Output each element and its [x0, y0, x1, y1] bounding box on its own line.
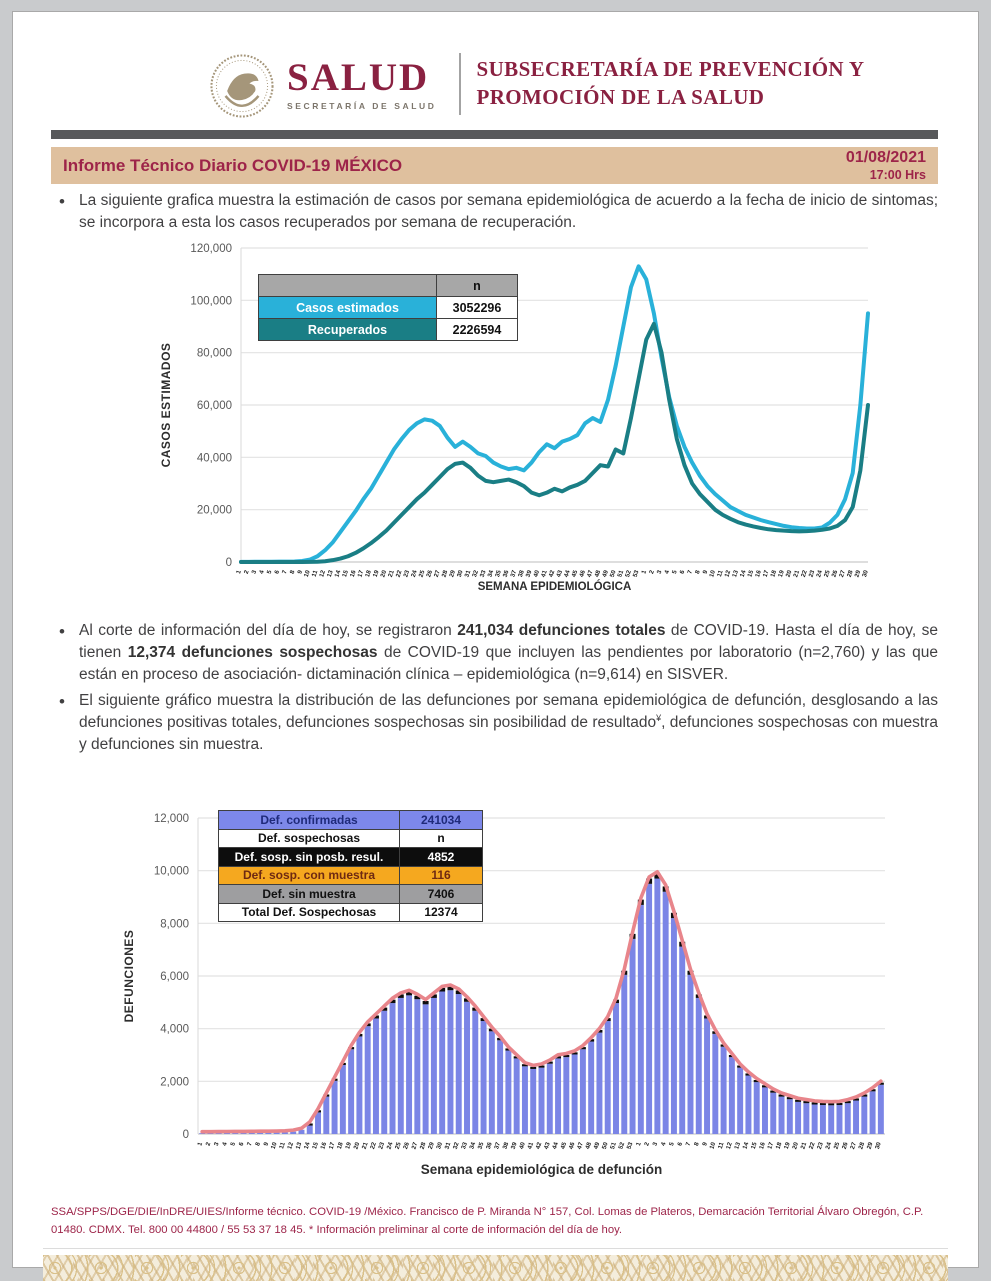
- svg-text:27: 27: [432, 569, 442, 579]
- svg-text:9: 9: [701, 1141, 709, 1147]
- svg-text:29: 29: [427, 1141, 436, 1151]
- svg-text:46: 46: [578, 569, 587, 579]
- svg-text:4: 4: [659, 1141, 668, 1147]
- svg-text:7: 7: [686, 569, 695, 575]
- svg-text:20: 20: [379, 569, 389, 579]
- svg-text:19: 19: [777, 569, 786, 579]
- svg-text:80,000: 80,000: [196, 347, 232, 360]
- bullet-marker: •: [59, 692, 65, 711]
- svg-text:2,000: 2,000: [160, 1076, 189, 1089]
- svg-text:34: 34: [486, 569, 496, 579]
- legend-value-def-sin-muestra: 7406: [400, 885, 483, 904]
- svg-text:44: 44: [551, 1141, 560, 1151]
- deaths-legend-table: [218, 810, 483, 922]
- legend-row-total-def-sospechosas: [219, 903, 483, 922]
- svg-text:28: 28: [845, 569, 855, 579]
- bullet-marker: •: [59, 622, 65, 641]
- svg-text:18: 18: [774, 1141, 784, 1151]
- svg-text:27: 27: [849, 1141, 858, 1151]
- svg-text:4: 4: [663, 569, 672, 575]
- svg-text:50: 50: [608, 569, 618, 579]
- suspect-deaths-highlight: 12,374 defunciones sospechosas: [127, 644, 378, 661]
- legend-row-def-sosp-con-muestra: [219, 866, 483, 885]
- svg-text:21: 21: [387, 569, 396, 579]
- svg-text:0: 0: [225, 557, 232, 569]
- svg-text:16: 16: [348, 569, 358, 579]
- svg-text:1: 1: [196, 1141, 205, 1147]
- svg-text:5: 5: [229, 1141, 238, 1147]
- svg-text:2: 2: [643, 1141, 652, 1147]
- svg-text:12: 12: [724, 1141, 734, 1151]
- subsecretaria-title: [477, 56, 865, 112]
- svg-text:39: 39: [509, 1141, 519, 1151]
- bullet-3-text: El siguiente gráfico muestra la distribución de las defunciones por semana epidemiológica de defunción, desglosando a las defunciones positivas totales, defunciones sospechosas sin posibilidad de resultado¥, defunciones sospechosas con muestra y defunciones sin muestra.: [79, 692, 939, 754]
- svg-text:20: 20: [791, 1141, 800, 1151]
- svg-text:38: 38: [501, 1141, 511, 1151]
- subsecretaria-line2: PROMOCIÓN DE LA SALUD: [476, 85, 765, 109]
- estimated-cases-chart: [153, 240, 893, 598]
- svg-text:22: 22: [807, 1141, 817, 1151]
- svg-text:21: 21: [799, 1141, 809, 1151]
- svg-text:2: 2: [204, 1141, 213, 1147]
- svg-text:44: 44: [562, 569, 572, 579]
- svg-text:11: 11: [715, 569, 725, 578]
- svg-text:17: 17: [766, 1141, 776, 1151]
- svg-text:60,000: 60,000: [196, 400, 232, 412]
- svg-text:30: 30: [455, 569, 465, 579]
- svg-text:42: 42: [547, 569, 557, 579]
- svg-text:5: 5: [265, 569, 274, 575]
- svg-text:11: 11: [716, 1141, 726, 1150]
- svg-text:13: 13: [731, 569, 740, 579]
- svg-text:13: 13: [733, 1141, 743, 1151]
- svg-text:49: 49: [592, 1141, 602, 1151]
- svg-text:18: 18: [364, 569, 373, 579]
- svg-text:7: 7: [245, 1141, 254, 1147]
- svg-text:25: 25: [822, 569, 832, 579]
- svg-text:20,000: 20,000: [196, 504, 232, 517]
- salud-wordmark: SALUD: [287, 55, 430, 99]
- svg-text:43: 43: [542, 1141, 552, 1151]
- legend-value-def-sosp-sin-resultado: 4852: [400, 848, 483, 867]
- svg-text:3: 3: [250, 569, 259, 575]
- svg-text:12: 12: [318, 569, 328, 579]
- svg-text:10: 10: [269, 1141, 279, 1151]
- svg-text:9: 9: [296, 569, 305, 575]
- footnote-marker: ¥: [656, 713, 662, 723]
- report-datetime: [846, 149, 926, 182]
- svg-text:53: 53: [631, 569, 641, 579]
- svg-text:47: 47: [585, 569, 595, 579]
- svg-text:23: 23: [402, 569, 412, 579]
- estimated-cases-legend-table: [258, 274, 518, 341]
- svg-text:38: 38: [517, 569, 526, 579]
- header-separator-bar: [51, 130, 938, 139]
- legend-value-def-confirmadas: 241034: [400, 811, 483, 830]
- svg-text:24: 24: [409, 569, 419, 579]
- svg-text:15: 15: [311, 1141, 320, 1151]
- svg-text:Semana epidemiológica de defun: Semana epidemiológica de defunción: [420, 1162, 663, 1177]
- svg-text:7: 7: [684, 1141, 693, 1147]
- svg-text:24: 24: [385, 1141, 395, 1151]
- legend-row-casos-estimados: [259, 297, 518, 319]
- svg-text:5: 5: [668, 1141, 676, 1147]
- svg-text:26: 26: [830, 569, 840, 579]
- svg-text:53: 53: [625, 1141, 635, 1151]
- svg-text:25: 25: [417, 569, 427, 579]
- svg-text:40,000: 40,000: [196, 452, 232, 465]
- svg-text:45: 45: [559, 1141, 569, 1151]
- svg-text:47: 47: [576, 1141, 585, 1151]
- svg-text:45: 45: [570, 569, 580, 579]
- svg-text:14: 14: [738, 569, 748, 579]
- svg-text:24: 24: [815, 569, 825, 579]
- svg-text:25: 25: [832, 1141, 842, 1151]
- svg-text:16: 16: [754, 569, 763, 579]
- document-page: [12, 11, 979, 1268]
- svg-text:19: 19: [344, 1141, 354, 1151]
- svg-text:13: 13: [325, 569, 335, 579]
- svg-text:26: 26: [840, 1141, 850, 1151]
- svg-text:52: 52: [617, 1141, 627, 1151]
- svg-text:26: 26: [402, 1141, 411, 1151]
- svg-text:8: 8: [254, 1141, 262, 1147]
- svg-text:31: 31: [463, 569, 473, 579]
- svg-text:28: 28: [418, 1141, 428, 1151]
- svg-text:24: 24: [824, 1141, 834, 1151]
- svg-text:51: 51: [609, 1141, 618, 1151]
- svg-text:31: 31: [443, 1141, 453, 1151]
- svg-text:10: 10: [708, 1141, 718, 1151]
- footer-divider: [43, 1248, 948, 1249]
- svg-text:9: 9: [701, 569, 710, 575]
- svg-text:6: 6: [676, 1141, 685, 1147]
- subsecretaria-line1: SUBSECRETARÍA DE PREVENCIÓN Y: [476, 57, 865, 82]
- svg-text:35: 35: [476, 1141, 486, 1151]
- svg-text:4: 4: [221, 1141, 229, 1147]
- svg-text:48: 48: [593, 569, 603, 579]
- svg-text:10,000: 10,000: [153, 865, 189, 878]
- legend-header-empty-cell: [259, 275, 437, 297]
- svg-text:20: 20: [352, 1141, 362, 1151]
- legend-row-def-confirmadas: [219, 811, 483, 830]
- svg-text:41: 41: [539, 569, 549, 579]
- svg-text:1: 1: [235, 569, 243, 575]
- svg-text:36: 36: [501, 569, 511, 579]
- report-date: 01/08/2021: [845, 149, 926, 167]
- svg-text:46: 46: [567, 1141, 577, 1151]
- report-title: Informe Técnico Diario COVID-19 MÉXICO: [63, 155, 403, 175]
- svg-text:9: 9: [262, 1141, 271, 1147]
- svg-text:16: 16: [319, 1141, 329, 1151]
- svg-text:37: 37: [509, 569, 519, 579]
- svg-text:17: 17: [327, 1141, 337, 1151]
- svg-text:2: 2: [648, 569, 656, 575]
- svg-text:14: 14: [302, 1141, 312, 1151]
- svg-text:17: 17: [761, 569, 771, 579]
- deaths-chart: [113, 794, 903, 1192]
- svg-text:40: 40: [518, 1141, 527, 1151]
- svg-text:18: 18: [335, 1141, 345, 1151]
- svg-text:120,000: 120,000: [190, 243, 232, 255]
- svg-text:37: 37: [493, 1141, 503, 1151]
- svg-text:4: 4: [258, 569, 266, 575]
- svg-text:32: 32: [471, 569, 480, 579]
- svg-text:23: 23: [807, 569, 817, 579]
- svg-text:100,000: 100,000: [190, 295, 232, 308]
- bullet-item-1: [59, 190, 938, 234]
- header-divider: [459, 53, 461, 115]
- legend-label-def-sosp-con-muestra: Def. sosp. con muestra: [219, 866, 400, 885]
- svg-text:6: 6: [678, 569, 687, 575]
- svg-text:8: 8: [692, 1141, 701, 1147]
- svg-text:30: 30: [873, 1141, 883, 1151]
- svg-text:28: 28: [440, 569, 450, 579]
- svg-text:14: 14: [741, 1141, 751, 1151]
- svg-text:22: 22: [394, 569, 404, 579]
- svg-text:CASOS ESTIMADOS: CASOS ESTIMADOS: [159, 342, 173, 468]
- svg-text:22: 22: [369, 1141, 378, 1151]
- svg-text:30: 30: [861, 569, 870, 579]
- svg-text:1: 1: [635, 1141, 643, 1147]
- svg-text:8,000: 8,000: [160, 918, 189, 931]
- legend-label-recuperados: Recuperados: [259, 319, 437, 341]
- svg-text:15: 15: [749, 1141, 759, 1151]
- svg-text:52: 52: [624, 569, 633, 579]
- svg-text:8: 8: [288, 569, 297, 575]
- bullet-2-text: Al corte de información del día de hoy, se registraron 241,034 defunciones totales de COVID-19. Hasta el día de hoy, se tienen 12,374 defunciones sospechosas de COVID-19 que incluyen las pendientes por laboratorio (n=2,760) y las que están en proceso de asociación- dictaminación clínica – epidemiológica (n=9,614) en SISVER.: [79, 622, 939, 683]
- svg-text:40: 40: [532, 569, 542, 579]
- svg-text:4,000: 4,000: [160, 1023, 189, 1036]
- svg-text:8: 8: [693, 569, 702, 575]
- svg-text:3: 3: [212, 1141, 221, 1147]
- svg-text:18: 18: [769, 569, 779, 579]
- svg-text:19: 19: [371, 569, 381, 579]
- svg-text:3: 3: [651, 1141, 660, 1147]
- svg-text:41: 41: [526, 1141, 536, 1151]
- svg-text:10: 10: [708, 569, 717, 579]
- svg-text:10: 10: [302, 569, 312, 579]
- report-time: 17:00 Hrs: [869, 167, 926, 182]
- svg-text:39: 39: [524, 569, 534, 579]
- bullet-marker: •: [59, 192, 65, 211]
- svg-text:17: 17: [356, 569, 366, 579]
- svg-text:30: 30: [435, 1141, 445, 1151]
- legend-value-casos-estimados: 3052296: [437, 297, 518, 319]
- svg-text:2: 2: [242, 569, 251, 575]
- bullet-item-2: [59, 620, 938, 686]
- svg-text:11: 11: [278, 1141, 287, 1150]
- legend-value-def-sosp-con-muestra: 116: [400, 866, 483, 885]
- legend-label-def-confirmadas: Def. confirmadas: [219, 811, 400, 830]
- svg-text:12: 12: [286, 1141, 296, 1151]
- svg-text:28: 28: [857, 1141, 867, 1151]
- svg-text:20: 20: [784, 569, 794, 579]
- svg-text:19: 19: [782, 1141, 792, 1151]
- svg-text:3: 3: [655, 569, 664, 575]
- svg-text:12: 12: [723, 569, 733, 579]
- svg-text:29: 29: [865, 1141, 875, 1151]
- legend-row-def-sosp-sin-resultado: [219, 848, 483, 867]
- svg-text:6: 6: [273, 569, 282, 575]
- svg-text:SEMANA EPIDEMIOLÓGICA: SEMANA EPIDEMIOLÓGICA: [477, 581, 632, 593]
- svg-text:1: 1: [640, 569, 649, 575]
- svg-text:29: 29: [853, 569, 863, 579]
- svg-text:50: 50: [600, 1141, 610, 1151]
- svg-text:33: 33: [478, 569, 488, 579]
- legend-value-def-sospechosas: n: [400, 829, 483, 848]
- salud-brand: [287, 55, 437, 111]
- deaths-total-highlight: 241,034 defunciones totales: [457, 622, 666, 639]
- svg-text:15: 15: [746, 569, 756, 579]
- svg-text:13: 13: [294, 1141, 304, 1151]
- legend-header-row: [259, 275, 518, 297]
- legend-label-total-def-sospechosas: Total Def. Sospechosas: [219, 903, 400, 922]
- svg-text:15: 15: [341, 569, 350, 579]
- svg-text:48: 48: [584, 1141, 594, 1151]
- svg-text:DEFUNCIONES: DEFUNCIONES: [122, 929, 136, 1023]
- svg-text:0: 0: [182, 1129, 189, 1141]
- svg-text:14: 14: [333, 569, 343, 579]
- legend-header-n-cell: n: [437, 275, 518, 297]
- svg-text:6: 6: [237, 1141, 246, 1147]
- legend-label-def-sospechosas: Def. sospechosas: [219, 829, 400, 848]
- svg-text:23: 23: [377, 1141, 387, 1151]
- legend-label-casos-estimados: Casos estimados: [259, 297, 437, 319]
- svg-text:16: 16: [758, 1141, 767, 1151]
- svg-text:34: 34: [468, 1141, 478, 1151]
- svg-text:21: 21: [360, 1141, 370, 1151]
- svg-text:35: 35: [494, 569, 503, 579]
- svg-text:7: 7: [281, 569, 289, 575]
- svg-text:51: 51: [616, 569, 626, 579]
- legend-row-recuperados: [259, 319, 518, 341]
- svg-text:43: 43: [555, 569, 565, 579]
- bullet-1-text: La siguiente grafica muestra la estimación de casos por semana epidemiológica de acuerdo a la fecha de inicio de sintomas; se incorpora a esta los casos recuperados por semana de recuperación.: [79, 192, 938, 231]
- svg-text:49: 49: [601, 569, 610, 579]
- svg-text:21: 21: [792, 569, 802, 579]
- legend-row-def-sin-muestra: [219, 885, 483, 904]
- mexican-eagle-seal-icon: [209, 53, 275, 119]
- svg-text:36: 36: [484, 1141, 494, 1151]
- svg-text:27: 27: [410, 1141, 420, 1151]
- svg-text:26: 26: [425, 569, 435, 579]
- svg-text:29: 29: [448, 569, 457, 579]
- legend-value-recuperados: 2226594: [437, 319, 518, 341]
- svg-text:12,000: 12,000: [153, 813, 189, 825]
- legend-label-def-sin-muestra: Def. sin muestra: [219, 885, 400, 904]
- ornamental-pattern-band: [43, 1255, 948, 1281]
- legend-label-def-sosp-sin-resultado: Def. sosp. sin posb. resul.: [219, 848, 400, 867]
- legend-value-total-def-sospechosas: 12374: [400, 903, 483, 922]
- footer-contact-text: SSA/SPPS/DGE/DIE/InDRE/UIES/Informe técnico. COVID-19 /México. Francisco de P. Miranda N° 157, Col. Lomas de Plateros, Demarcación Territorial Álvaro Obregón, C.P. 01480. CDMX. Tel. 800 00 44800 / 55 53 37 18 45. * Información preliminar al corte de información del día de hoy.: [51, 1206, 924, 1236]
- svg-text:25: 25: [393, 1141, 403, 1151]
- svg-text:11: 11: [310, 569, 320, 578]
- svg-text:23: 23: [816, 1141, 825, 1151]
- secretaria-de-salud-label: SECRETARÍA DE SALUD: [287, 100, 437, 111]
- document-header: [209, 42, 864, 126]
- legend-row-def-sospechosas: [219, 829, 483, 848]
- svg-text:6,000: 6,000: [160, 971, 189, 983]
- svg-text:32: 32: [451, 1141, 461, 1151]
- svg-text:22: 22: [799, 569, 809, 579]
- svg-text:42: 42: [534, 1141, 544, 1151]
- svg-text:5: 5: [671, 569, 679, 575]
- svg-text:27: 27: [838, 569, 847, 579]
- svg-text:33: 33: [460, 1141, 469, 1151]
- report-title-bar: [51, 147, 938, 184]
- bullet-item-3: [59, 690, 938, 756]
